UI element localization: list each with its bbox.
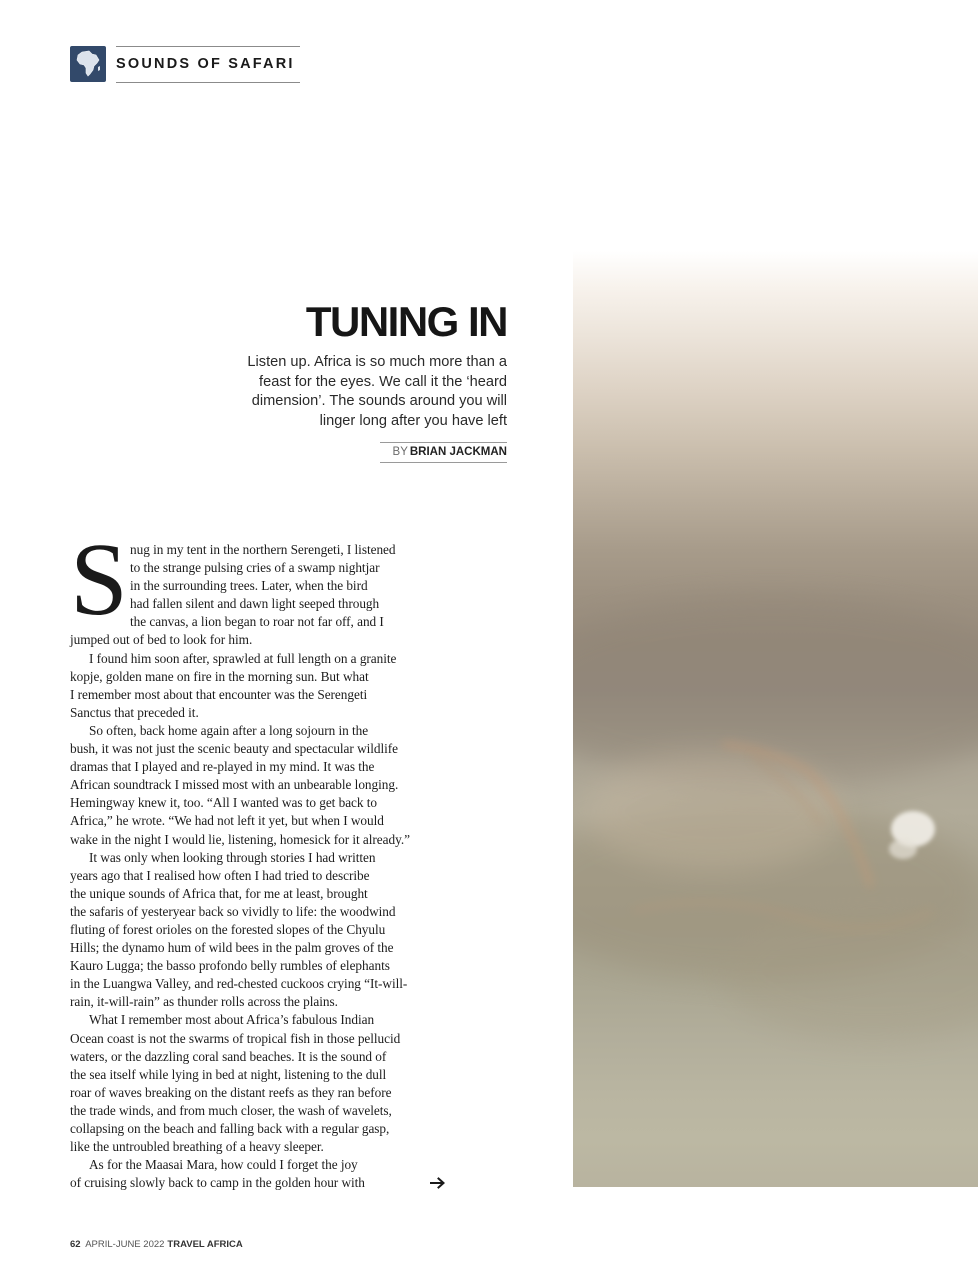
body-line: fluting of forest orioles on the forested slopes of the Chyulu	[70, 921, 386, 937]
article-title: TUNING IN	[305, 298, 507, 345]
body-line: I found him soon after, sprawled at full length on a granite	[89, 650, 397, 666]
arrow-right-icon	[430, 1176, 446, 1195]
body-line: the unique sounds of Africa that, for me at least, brought	[70, 885, 368, 901]
body-line: So often, back home again after a long sojourn in the	[89, 722, 369, 738]
body-line: wake in the night I would lie, listening, homesick for it already.”	[70, 831, 410, 847]
body-line: had fallen silent and dawn light seeped through	[130, 596, 380, 612]
body-line: It was only when looking through stories I had written	[89, 849, 376, 865]
feature-photo	[573, 251, 978, 1187]
body-line: nug in my tent in the northern Serengeti, I listened	[130, 542, 396, 557]
body-line: rain, it-will-rain” as thunder rolls across the plains.	[70, 994, 338, 1010]
body-line: Africa,” he wrote. “We had not left it yet, but when I would	[70, 813, 384, 829]
body-line: African soundtrack I missed most with an unbearable longing.	[70, 777, 399, 793]
body-line: the sea itself while lying in bed at night, listening to the dull	[70, 1066, 387, 1082]
body-line: in the surrounding trees. Later, when the bird	[130, 578, 368, 594]
page-number: 62	[70, 1239, 81, 1250]
body-line: roar of waves breaking on the distant reefs as they ran before	[70, 1084, 392, 1100]
body-line: kopje, golden mane on fire in the morning sun. But what	[70, 668, 369, 684]
byline	[380, 442, 507, 463]
issue-date: APRIL-JUNE 2022	[85, 1239, 165, 1250]
page-footer	[70, 1239, 243, 1250]
body-line: collapsing on the beach and falling back with a regular gasp,	[70, 1121, 390, 1136]
magazine-name: TRAVEL AFRICA	[167, 1239, 243, 1250]
body-line: As for the Maasai Mara, how could I forget the joy	[89, 1157, 358, 1173]
africa-map-icon	[70, 46, 106, 82]
body-line: Sanctus that preceded it.	[70, 704, 199, 720]
byline-prefix: BY	[392, 446, 408, 458]
article-body	[70, 522, 450, 1192]
body-line: What I remember most about Africa’s fabulous Indian	[89, 1012, 375, 1028]
body-line: years ago that I realised how often I had tried to describe	[70, 867, 370, 883]
body-line: jumped out of bed to look for him.	[70, 632, 253, 648]
article-standfirst: Listen up. Africa is so much more than a feast for the eyes. We call it the ‘heard dimension’. The sounds around you will linger long after you have left	[247, 354, 507, 429]
author-name: BRIAN JACKMAN	[409, 446, 507, 458]
body-line: Hills; the dynamo hum of wild bees in the palm groves of the	[70, 940, 394, 956]
body-line: the safaris of yesteryear back so vividly to life: the woodwind	[70, 903, 396, 919]
body-line: Kauro Lugga; the basso profondo belly rumbles of elephants	[70, 958, 390, 974]
body-line: waters, or the dazzling coral sand beaches. It is the sound of	[70, 1048, 387, 1064]
drop-cap: S	[70, 522, 128, 637]
body-line: of cruising slowly back to camp in the golden hour with	[70, 1175, 365, 1191]
body-line: the canvas, a lion began to roar not far off, and I	[130, 614, 384, 630]
body-line: I remember most about that encounter was the Serengeti	[70, 686, 368, 702]
body-line: in the Luangwa Valley, and red-chested cuckoos crying “It-will-	[70, 976, 408, 992]
body-line: Hemingway knew it, too. “All I wanted was to get back to	[70, 795, 378, 811]
body-line: dramas that I played and re-played in my mind. It was the	[70, 759, 375, 775]
body-line: like the untroubled breathing of a heavy sleeper.	[70, 1139, 324, 1155]
body-line: to the strange pulsing cries of a swamp nightjar	[130, 560, 380, 576]
body-line: Ocean coast is not the swarms of tropical fish in those pellucid	[70, 1030, 401, 1046]
body-line: bush, it was not just the scenic beauty and spectacular wildlife	[70, 741, 399, 757]
body-line: the trade winds, and from much closer, the wash of wavelets,	[70, 1102, 392, 1118]
section-title: SOUNDS OF SAFARI	[116, 46, 300, 83]
